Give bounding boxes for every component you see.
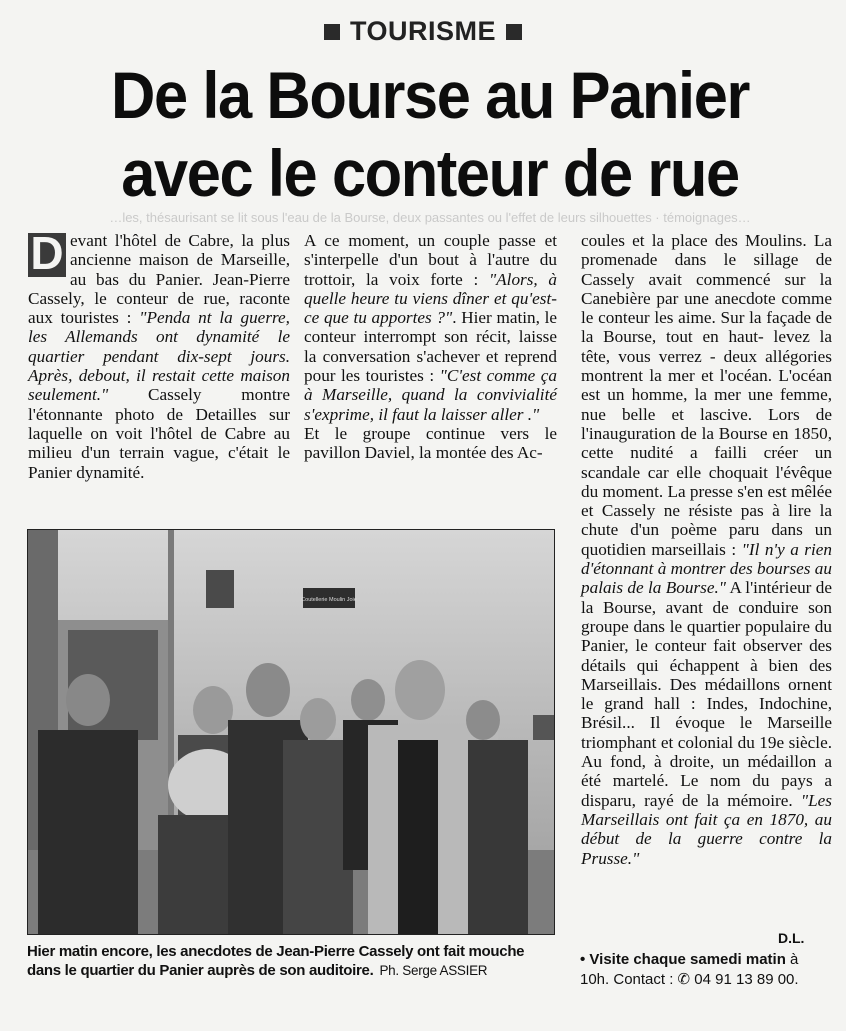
section-rubric	[0, 16, 846, 47]
text-run: Cassely montre l'étonnante photo de Detailles sur laquelle on voit l'hôtel de Cabre au milieu d'un terrain vague, c'était le Panier dynamité.	[28, 385, 290, 482]
photo-caption	[27, 942, 557, 980]
caption-text: Hier matin encore, les anecdotes de Jean-Pierre Cassely ont fait mouche dans le quartier du Panier auprès de son auditoire.	[27, 943, 525, 979]
text-run: A ce moment, un couple passe et s'interpelle d'un bout à l'autre du trottoir, la voix forte :	[304, 231, 557, 289]
headline	[67, 56, 792, 212]
bleed-through-text: …les, thésaurisant se lit sous l'eau de la Bourse, deux passantes ou l'effet de leurs silhouettes · témoignages…	[109, 210, 751, 225]
article-column-2	[304, 231, 557, 463]
text-run: . Hier matin, le conteur interrompt son récit, laisse la conversation s'achever et reprend pour les touristes :	[304, 308, 557, 386]
headline-line-2: avec le conteur de rue	[121, 136, 739, 210]
square-bullet-icon	[324, 24, 340, 40]
column-2-paragraph-1	[304, 231, 557, 424]
rubric-label: TOURISME	[349, 16, 496, 46]
visit-info	[580, 950, 830, 990]
visit-info-contact: à 10h. Contact : ✆ 04 91 13 89 00.	[580, 951, 799, 988]
group-photo	[27, 529, 555, 935]
text-run: coules et la place des Moulins. La promenade dans le sillage de Cassely avait commencé sur la Canebière par une anecdote comme le conteur les aime. Sur la façade de la Bourse, tout en haut- levez la tête, vous verrez - deux allégories montrent la mer et l'océan. L'océan est un homme, la mer une femme, nue belle et lascive. Lors de l'inauguration de la Bourse en 1850, cette nudité a failli créer un scandale car elle choquait l'évêque du moment. La presse s'en est mêlée et Cassely ne résiste pas à lire la chute d'un poème paru dans un quotidien marseillais :	[581, 231, 832, 559]
quote-run: "Il n'y a rien d'étonnant à montrer des bourses au palais de la Bourse."	[581, 539, 832, 598]
column-3-text	[581, 231, 832, 868]
quote-run: "Alors, à quelle heure tu viens dîner et qu'est-ce que tu apportes ?"	[304, 269, 557, 328]
photo-credit: Ph. Serge ASSIER	[379, 963, 488, 978]
drop-cap: D	[28, 233, 66, 277]
headline-line-1: De la Bourse au Panier	[111, 58, 749, 132]
column-2-paragraph-2: Et le groupe continue vers le pavillon Daviel, la montée des Ac-	[304, 423, 557, 463]
svg-text:Coutellerie Moulin Joie: Coutellerie Moulin Joie	[301, 597, 357, 603]
text-run: A l'intérieur de la Bourse, avant de conduire son groupe dans le quartier populaire du Panier, le conteur fait observer des détails qui échappent à bien des Marseillais. Des médaillons ornent le grand hall : Indes, Indochine, Brésil... Il évoque le Marseille triomphant et colonial du 19e siècle. Au fond, à droite, un médaillon a été martelé. Le nom du pays a disparu, rayé de la mémoire.	[581, 578, 832, 810]
quote-run: "C'est comme ça à Marseille, quand la convivialité s'exprime, il faut la laisser aller ."	[304, 366, 557, 424]
visit-info-bold: • Visite chaque samedi matin	[580, 951, 786, 968]
article-column-1	[28, 227, 290, 482]
article-column-3	[581, 231, 832, 868]
square-bullet-icon	[506, 24, 522, 40]
street-sign	[301, 588, 357, 608]
quote-run: "Penda nt la guerre, les Allemands ont dynamité le quartier pendant dix-sept jours. Après, debout, il restait cette maison seulement."	[28, 308, 290, 405]
author-signature: D.L.	[778, 930, 805, 946]
column-1-text	[28, 231, 290, 482]
quote-run: "Les Marseillais ont fait ça en 1870, au début de la guerre contre la Prusse."	[581, 790, 832, 868]
text-run: evant l'hôtel de Cabre, la plus ancienne maison de Marseille, au bas du Panier. Jean-Pierre Cassely, le conteur de rue, raconte aux touristes :	[28, 231, 290, 328]
